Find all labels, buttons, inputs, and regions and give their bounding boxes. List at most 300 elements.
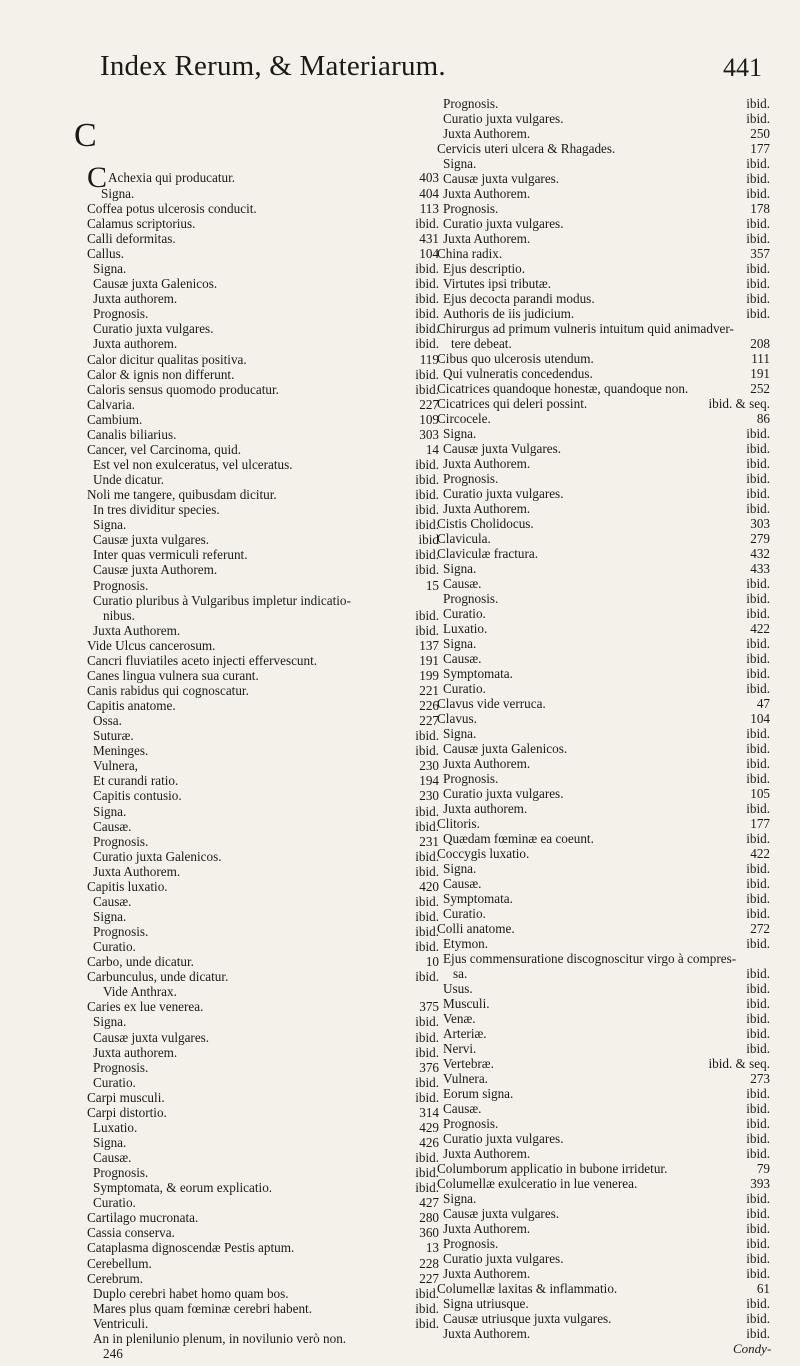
- entry-term: [443, 741, 567, 756]
- entry-page-ref: ibid.: [415, 1180, 439, 1195]
- entry-page-ref: ibid.: [746, 1266, 770, 1281]
- entry-text: Juxta authorem.: [93, 291, 178, 306]
- entry-page-ref: ibid.: [415, 367, 439, 382]
- entry-text: Eorum signa.: [443, 1086, 514, 1101]
- index-entry: [87, 1225, 439, 1240]
- entry-term: [443, 606, 486, 621]
- entry-page-ref: ibid.: [415, 487, 439, 502]
- entry-term: [443, 291, 595, 306]
- entry-page-ref: ibid.: [746, 1206, 770, 1221]
- entry-term: [443, 576, 481, 591]
- entry-text: Curatio.: [443, 906, 486, 921]
- entry-page-ref: ibid.: [746, 741, 770, 756]
- entry-page-ref: ibid.: [746, 681, 770, 696]
- section-letter: C: [74, 117, 97, 154]
- entry-term: [93, 623, 180, 638]
- entry-text: Ejus descriptio.: [443, 261, 526, 276]
- entry-text: Curatio juxta vulgares.: [443, 111, 564, 126]
- index-entry: [437, 1281, 770, 1296]
- index-entry: [87, 1271, 439, 1286]
- entry-page-ref: ibid.: [746, 171, 770, 186]
- index-entry: [437, 141, 770, 156]
- entry-term: [443, 1146, 530, 1161]
- index-entry: [443, 1116, 770, 1131]
- entry-term: [93, 1014, 126, 1029]
- entry-page-ref: ibid.: [746, 111, 770, 126]
- index-entry: [437, 321, 770, 336]
- entry-text: Causæ.: [443, 651, 482, 666]
- index-entry: [437, 246, 770, 261]
- entry-term: [93, 924, 148, 939]
- entry-page-ref: ibid: [418, 532, 439, 547]
- index-entry: [443, 501, 770, 516]
- entry-page-ref: 109: [419, 412, 439, 427]
- entry-term: [437, 1281, 617, 1296]
- index-entry: [87, 1180, 439, 1195]
- index-entry: [443, 771, 770, 786]
- entry-term: [93, 819, 131, 834]
- entry-term: [437, 816, 480, 831]
- entry-text: Signa.: [93, 1014, 127, 1029]
- entry-term: [437, 846, 529, 861]
- entry-page-ref: 250: [750, 126, 770, 141]
- entry-term: [87, 969, 228, 984]
- entry-term: [443, 666, 513, 681]
- index-entry: [443, 831, 770, 846]
- entry-text: Curatio.: [93, 1075, 136, 1090]
- index-entry: [87, 1195, 439, 1210]
- entry-text: Causæ utriusque juxta vulgares.: [443, 1311, 612, 1326]
- index-entry: [443, 561, 770, 576]
- entry-text: Causæ juxta vulgares.: [443, 171, 560, 186]
- index-entry: [87, 773, 439, 788]
- entry-text: 246: [103, 1346, 123, 1361]
- entry-page-ref: ibid.: [746, 1326, 770, 1341]
- entry-text: Signa.: [93, 804, 127, 819]
- entry-term: [443, 1071, 488, 1086]
- index-entry: [443, 231, 770, 246]
- index-entry: [87, 1105, 439, 1120]
- entry-page-ref: ibid.: [415, 1045, 439, 1060]
- entry-text: Prognosis.: [443, 1236, 499, 1251]
- entry-term: [443, 936, 488, 951]
- entry-term: [443, 126, 530, 141]
- entry-term: [443, 1086, 513, 1101]
- index-entry: [87, 246, 439, 261]
- entry-page-ref: 433: [750, 561, 770, 576]
- entry-term: [443, 1026, 487, 1041]
- index-entry: [87, 819, 439, 834]
- entry-text: Cataplasma dignoscendæ Pestis aptum.: [87, 1240, 295, 1255]
- index-entry: [437, 921, 770, 936]
- index-entry: [437, 1176, 770, 1191]
- entry-term: [93, 276, 217, 291]
- entry-text: Clitoris.: [437, 816, 480, 831]
- entry-text: Causæ juxta vulgares.: [443, 1206, 560, 1221]
- entry-page-ref: ibid.: [746, 966, 770, 981]
- entry-page-ref: 177: [750, 816, 770, 831]
- index-entry: [443, 1041, 770, 1056]
- entry-term: [443, 1041, 476, 1056]
- entry-text: Luxatio.: [443, 621, 488, 636]
- entry-page-ref: 104: [419, 246, 439, 261]
- entry-term: [93, 1301, 312, 1316]
- entry-text: Juxta Authorem.: [443, 756, 531, 771]
- entry-term: [87, 638, 215, 653]
- entry-term: [443, 906, 486, 921]
- entry-page-ref: ibid.: [415, 336, 439, 351]
- index-entry: [443, 336, 770, 351]
- entry-term: [443, 1296, 529, 1311]
- entry-page-ref: ibid.: [746, 441, 770, 456]
- entry-page-ref: ibid.: [746, 1296, 770, 1311]
- index-entry: [443, 951, 770, 966]
- entry-page-ref: ibid.: [746, 306, 770, 321]
- entry-text: Juxta Authorem.: [443, 456, 531, 471]
- index-entry: [87, 788, 439, 803]
- entry-page-ref: 303: [419, 427, 439, 442]
- index-entry: [87, 1075, 439, 1090]
- entry-text: Cerebellum.: [87, 1256, 152, 1271]
- index-entry: [87, 623, 439, 638]
- index-entry: [443, 441, 770, 456]
- index-entry: [443, 1011, 770, 1026]
- entry-text: Causæ juxta Galenicos.: [443, 741, 568, 756]
- entry-term: [437, 246, 502, 261]
- entry-text: Juxta Authorem.: [443, 126, 531, 141]
- entry-text: Venæ.: [443, 1011, 476, 1026]
- entry-term: [443, 111, 564, 126]
- index-entry: [443, 861, 770, 876]
- entry-text: Cicatrices quandoque honestæ, quandoque non.: [437, 381, 689, 396]
- entry-text: Calli deformitas.: [87, 231, 176, 246]
- entry-text: Clavus vide verruca.: [437, 696, 546, 711]
- entry-page-ref: ibid.: [415, 382, 439, 397]
- index-entry: [87, 502, 439, 517]
- index-entry: [87, 638, 439, 653]
- entry-term: [437, 546, 538, 561]
- entry-text: Prognosis.: [93, 1060, 149, 1075]
- entry-term: [87, 201, 257, 216]
- entry-text: Causæ.: [93, 894, 132, 909]
- entry-text: Caries ex lue venerea.: [87, 999, 204, 1014]
- entry-text: Carpi musculi.: [87, 1090, 165, 1105]
- entry-term: [87, 1105, 167, 1120]
- entry-text: Achexia qui producatur.: [108, 170, 236, 185]
- index-entry: [87, 457, 439, 472]
- entry-term: [443, 1191, 476, 1206]
- entry-text: Juxta Authorem.: [443, 231, 531, 246]
- index-entry: [87, 999, 439, 1014]
- entry-text: Juxta Authorem.: [443, 1221, 531, 1236]
- entry-term: [443, 171, 559, 186]
- index-entry: [87, 427, 439, 442]
- index-entry: [87, 879, 439, 894]
- entry-page-ref: ibid.: [415, 1165, 439, 1180]
- index-entry: [87, 1045, 439, 1060]
- entry-text: Signa.: [443, 726, 477, 741]
- entry-text: Capitis luxatio.: [87, 879, 168, 894]
- entry-text: Canis rabidus qui cognoscatur.: [87, 683, 249, 698]
- entry-term: [437, 531, 491, 546]
- entry-term: [93, 547, 248, 562]
- entry-page-ref: ibid.: [746, 831, 770, 846]
- entry-term: [93, 502, 220, 517]
- entry-page-ref: 429: [419, 1120, 439, 1135]
- index-entry: [443, 171, 770, 186]
- index-entry: [87, 231, 439, 246]
- entry-page-ref: 14: [425, 442, 439, 457]
- index-entry: [87, 578, 439, 593]
- index-entry: [443, 291, 770, 306]
- entry-text: Callus.: [87, 246, 124, 261]
- index-entry: [443, 426, 770, 441]
- entry-term: [93, 457, 293, 472]
- entry-page-ref: ibid.: [746, 96, 770, 111]
- entry-text: Usus.: [443, 981, 473, 996]
- index-entry: [87, 487, 439, 502]
- index-entry: [443, 1056, 770, 1071]
- index-entry: [87, 683, 439, 698]
- entry-page-ref: ibid.: [746, 1041, 770, 1056]
- entry-page-ref: 227: [419, 1271, 439, 1286]
- entry-text: Cicatrices qui deleri possint.: [437, 396, 588, 411]
- entry-term: [87, 954, 194, 969]
- entry-page-ref: ibid.: [415, 1030, 439, 1045]
- entry-term: [93, 1060, 148, 1075]
- entry-text: Caloris sensus quomodo producatur.: [87, 382, 279, 397]
- index-entry: [87, 969, 439, 984]
- entry-term: [443, 801, 527, 816]
- entry-term: [103, 984, 177, 999]
- entry-term: [93, 804, 126, 819]
- entry-term: [443, 1131, 564, 1146]
- index-entry: [437, 381, 770, 396]
- entry-term: [443, 951, 736, 966]
- entry-term: [443, 1236, 498, 1251]
- index-entry: [87, 1150, 439, 1165]
- index-entry: [443, 1101, 770, 1116]
- index-entry: [443, 1266, 770, 1281]
- entry-page-ref: 314: [419, 1105, 439, 1120]
- index-entry: [87, 201, 439, 216]
- index-entry: [437, 531, 770, 546]
- entry-term: [437, 396, 587, 411]
- entry-term: [443, 471, 498, 486]
- entry-page-ref: 208: [750, 336, 770, 351]
- entry-text: Cartilago mucronata.: [87, 1210, 199, 1225]
- entry-text: Causæ juxta vulgares.: [93, 1030, 210, 1045]
- index-entry: [437, 546, 770, 561]
- entry-page-ref: 227: [419, 713, 439, 728]
- entry-text: Canalis biliarius.: [87, 427, 177, 442]
- entry-text: Cancer, vel Carcinoma, quid.: [87, 442, 242, 457]
- index-entry: [87, 367, 439, 382]
- entry-term: [437, 381, 688, 396]
- entry-term: [437, 1161, 667, 1176]
- entry-page-ref: ibid.: [746, 861, 770, 876]
- entry-term: [87, 653, 317, 668]
- entry-page-ref: ibid.: [746, 651, 770, 666]
- entry-page-ref: ibid.: [746, 936, 770, 951]
- index-entry: [87, 1286, 439, 1301]
- index-entry: [443, 591, 770, 606]
- entry-page-ref: ibid.: [746, 1146, 770, 1161]
- entry-text: Virtutes ipsi tributæ.: [443, 276, 552, 291]
- index-entry: [437, 411, 770, 426]
- index-entry: [443, 741, 770, 756]
- entry-text: Causæ.: [93, 819, 132, 834]
- entry-text: Curatio.: [443, 681, 486, 696]
- entry-text: Prognosis.: [93, 924, 149, 939]
- entry-page-ref: 199: [419, 668, 439, 683]
- entry-text: Symptomata, & eorum explicatio.: [93, 1180, 273, 1195]
- entry-term: [437, 711, 477, 726]
- entry-term: [443, 1206, 559, 1221]
- entry-text: Signa.: [443, 156, 477, 171]
- index-entry: [87, 743, 439, 758]
- entry-term: [93, 834, 148, 849]
- entry-text: Calor & ignis non differunt.: [87, 367, 235, 382]
- index-entry: [87, 276, 439, 291]
- entry-text: Signa utriusque.: [443, 1296, 529, 1311]
- entry-term: [103, 1346, 123, 1361]
- entry-term: [87, 1090, 165, 1105]
- entry-page-ref: ibid.: [415, 743, 439, 758]
- entry-text: Clavicula.: [437, 531, 491, 546]
- index-entry: [87, 1120, 439, 1135]
- entry-text: Authoris de iis judicium.: [443, 306, 575, 321]
- entry-text: Columborum applicatio in bubone irridetur.: [437, 1161, 668, 1176]
- index-entry: [87, 1210, 439, 1225]
- entry-text: Qui vulneratis concedendus.: [443, 366, 593, 381]
- entry-page-ref: 177: [750, 141, 770, 156]
- entry-text: Causæ.: [443, 576, 482, 591]
- entry-text: Musculi.: [443, 996, 490, 1011]
- entry-term: [93, 743, 148, 758]
- page-title: Index Rerum, & Materiarum.: [100, 50, 446, 82]
- entry-term: [437, 516, 534, 531]
- entry-page-ref: 79: [756, 1161, 770, 1176]
- entry-text: Suturæ.: [93, 728, 134, 743]
- entry-text: Cambium.: [87, 412, 143, 427]
- entry-text: Signa.: [93, 517, 127, 532]
- entry-page-ref: ibid.: [746, 291, 770, 306]
- entry-text: Et curandi ratio.: [93, 773, 179, 788]
- index-entry: [443, 876, 770, 891]
- index-entry: [87, 1256, 439, 1271]
- entry-page-ref: ibid.: [415, 321, 439, 336]
- entry-text: Carpi distortio.: [87, 1105, 167, 1120]
- entry-text: China radix.: [437, 246, 503, 261]
- entry-text: Curatio juxta vulgares.: [443, 1251, 564, 1266]
- entry-text: Causæ.: [93, 1150, 132, 1165]
- entry-term: [443, 426, 476, 441]
- entry-term: [443, 156, 476, 171]
- entry-page-ref: ibid.: [415, 547, 439, 562]
- entry-term: [93, 532, 209, 547]
- entry-term: [443, 231, 530, 246]
- entry-text: Etymon.: [443, 936, 489, 951]
- index-entry: [437, 516, 770, 531]
- entry-text: Juxta Authorem.: [443, 501, 531, 516]
- index-entry: [443, 936, 770, 951]
- entry-text: Columellæ exulceratio in lue venerea.: [437, 1176, 638, 1191]
- entry-page-ref: 375: [419, 999, 439, 1014]
- entry-term: [87, 683, 249, 698]
- entry-text: Clavus.: [437, 711, 477, 726]
- entry-term: [443, 201, 498, 216]
- entry-text: Causæ juxta vulgares.: [93, 532, 210, 547]
- page-number: 441: [723, 53, 762, 82]
- entry-page-ref: ibid.: [415, 819, 439, 834]
- entry-term: [87, 1240, 294, 1255]
- entry-page-ref: 221: [419, 683, 439, 698]
- entry-text: Causæ.: [443, 1101, 482, 1116]
- entry-page-ref: 104: [750, 711, 770, 726]
- index-entry: [87, 1090, 439, 1105]
- index-entry: [87, 216, 439, 231]
- entry-page-ref: 47: [756, 696, 770, 711]
- entry-term: [443, 216, 564, 231]
- index-entry: [87, 804, 439, 819]
- index-entry: [87, 382, 439, 397]
- entry-text: Prognosis.: [443, 471, 499, 486]
- index-entry: [87, 261, 439, 276]
- index-entry: [87, 562, 439, 577]
- entry-text: Canes lingua vulnera sua curant.: [87, 668, 259, 683]
- entry-term: [443, 441, 561, 456]
- entry-text: Juxta Authorem.: [443, 1326, 531, 1341]
- entry-page-ref: 191: [750, 366, 770, 381]
- index-entry: [443, 576, 770, 591]
- entry-page-ref: ibid.: [415, 623, 439, 638]
- entry-page-ref: 194: [419, 773, 439, 788]
- entry-text: Capitis contusio.: [93, 788, 182, 803]
- entry-text: Chirurgus ad primum vulneris intuitum quid animadver-: [437, 321, 734, 336]
- entry-text: Prognosis.: [443, 201, 499, 216]
- entry-term: [443, 891, 513, 906]
- entry-text: Juxta Authorem.: [443, 1146, 531, 1161]
- entry-page-ref: ibid.: [746, 276, 770, 291]
- entry-page-ref: ibid.: [415, 1316, 439, 1331]
- index-entry: [443, 96, 770, 111]
- entry-page-ref: 15: [425, 578, 439, 593]
- index-entry: [87, 1240, 439, 1255]
- entry-text: Cistis Cholidocus.: [437, 516, 534, 531]
- entry-page-ref: ibid.: [746, 666, 770, 681]
- entry-term: [443, 786, 564, 801]
- entry-term: [443, 681, 486, 696]
- index-entry: [443, 906, 770, 921]
- entry-term: [93, 562, 217, 577]
- index-entry: [443, 1026, 770, 1041]
- index-entry: [443, 261, 770, 276]
- entry-term: [443, 831, 594, 846]
- entry-page-ref: 279: [750, 531, 770, 546]
- index-entry: [87, 1014, 439, 1029]
- index-entry: [443, 1146, 770, 1161]
- entry-text: Juxta Authorem.: [93, 623, 181, 638]
- index-entry: [87, 517, 439, 532]
- entry-page-ref: 422: [750, 846, 770, 861]
- entry-text: Vulnera,: [93, 758, 138, 773]
- entry-text: Prognosis.: [443, 591, 499, 606]
- entry-term: [87, 698, 176, 713]
- entry-page-ref: ibid.: [746, 1221, 770, 1236]
- entry-page-ref: ibid.: [746, 981, 770, 996]
- entry-term: [437, 141, 615, 156]
